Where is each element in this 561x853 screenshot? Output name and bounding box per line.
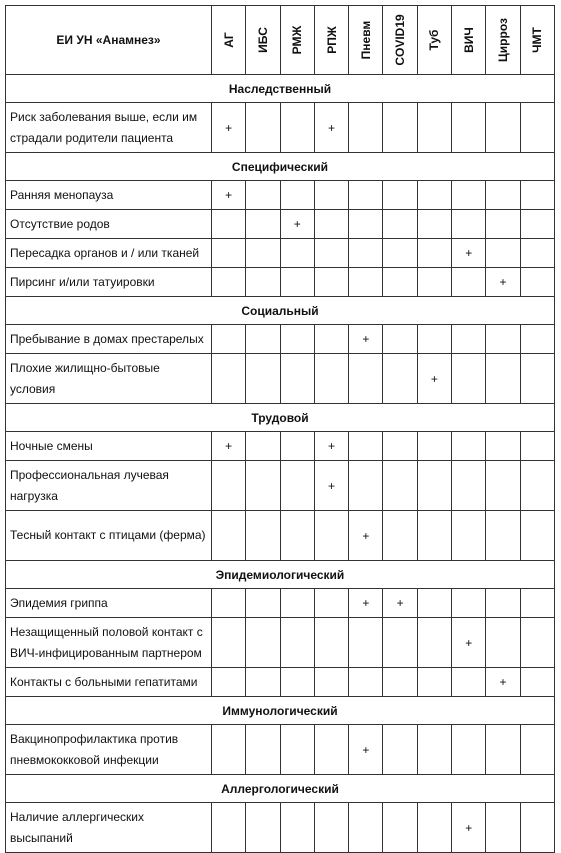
mark-cell xyxy=(246,210,280,239)
disease-header: COVID19 xyxy=(383,6,417,75)
mark-cell: + xyxy=(486,668,520,697)
mark-cell xyxy=(383,268,417,297)
header-row xyxy=(6,6,555,75)
mark-cell: + xyxy=(212,432,246,461)
mark-cell: + xyxy=(212,181,246,210)
mark-cell xyxy=(280,668,314,697)
mark-cell: + xyxy=(417,354,451,404)
section-title: Иммунологический xyxy=(6,697,555,725)
mark-cell xyxy=(417,618,451,668)
mark-cell xyxy=(349,668,383,697)
mark-cell xyxy=(246,461,280,511)
section-row xyxy=(6,404,555,432)
mark-cell xyxy=(314,325,348,354)
mark-cell xyxy=(246,618,280,668)
risk-factor-label: Ранняя менопауза xyxy=(6,181,212,210)
mark-cell xyxy=(246,325,280,354)
mark-cell xyxy=(417,511,451,561)
mark-cell xyxy=(383,325,417,354)
mark-cell xyxy=(212,511,246,561)
mark-cell xyxy=(349,239,383,268)
risk-factor-label: Пересадка органов и / или тканей xyxy=(6,239,212,268)
mark-cell xyxy=(280,618,314,668)
table-body xyxy=(6,75,555,853)
section-title: Эпидемиологический xyxy=(6,561,555,589)
section-row xyxy=(6,153,555,181)
mark-cell xyxy=(314,268,348,297)
mark-cell xyxy=(246,432,280,461)
mark-cell xyxy=(452,432,486,461)
mark-cell xyxy=(452,354,486,404)
mark-cell: + xyxy=(314,432,348,461)
mark-cell xyxy=(383,103,417,153)
mark-cell xyxy=(520,103,554,153)
mark-cell xyxy=(246,354,280,404)
mark-cell xyxy=(246,181,280,210)
risk-factor-label: Плохие жилищно-бытовые условия xyxy=(6,354,212,404)
risk-factor-label: Пребывание в домах престарелых xyxy=(6,325,212,354)
disease-header: Цирроз xyxy=(486,6,520,75)
mark-cell xyxy=(417,103,451,153)
mark-cell xyxy=(520,210,554,239)
mark-cell xyxy=(486,354,520,404)
risk-factor-label: Вакцинопрофилактика против пневмококковой инфекции xyxy=(6,725,212,775)
disease-header: ИБС xyxy=(246,6,280,75)
mark-cell xyxy=(280,325,314,354)
risk-factor-label: Эпидемия гриппа xyxy=(6,589,212,618)
table-row xyxy=(6,181,555,210)
section-row xyxy=(6,561,555,589)
mark-cell xyxy=(314,511,348,561)
mark-cell xyxy=(212,354,246,404)
mark-cell xyxy=(383,210,417,239)
mark-cell xyxy=(520,803,554,853)
mark-cell xyxy=(212,461,246,511)
mark-cell xyxy=(486,239,520,268)
mark-cell xyxy=(246,268,280,297)
disease-header: ЧМТ xyxy=(520,6,554,75)
mark-cell xyxy=(349,803,383,853)
section-title: Трудовой xyxy=(6,404,555,432)
mark-cell xyxy=(349,181,383,210)
mark-cell xyxy=(417,210,451,239)
mark-cell xyxy=(486,210,520,239)
table-row xyxy=(6,511,555,561)
mark-cell xyxy=(280,181,314,210)
mark-cell xyxy=(520,432,554,461)
mark-cell xyxy=(246,589,280,618)
mark-cell xyxy=(486,511,520,561)
table-row xyxy=(6,803,555,853)
mark-cell xyxy=(486,618,520,668)
mark-cell xyxy=(349,432,383,461)
table-row xyxy=(6,210,555,239)
mark-cell xyxy=(246,239,280,268)
table-row xyxy=(6,103,555,153)
section-row xyxy=(6,775,555,803)
mark-cell xyxy=(212,268,246,297)
mark-cell xyxy=(520,589,554,618)
mark-cell xyxy=(383,725,417,775)
mark-cell xyxy=(486,589,520,618)
risk-factor-label: Ночные смены xyxy=(6,432,212,461)
table-row xyxy=(6,268,555,297)
mark-cell xyxy=(349,210,383,239)
table-row xyxy=(6,589,555,618)
risk-factor-label: Пирсинг и/или татуировки xyxy=(6,268,212,297)
mark-cell xyxy=(280,461,314,511)
section-row xyxy=(6,697,555,725)
mark-cell xyxy=(520,511,554,561)
table-row xyxy=(6,354,555,404)
mark-cell xyxy=(452,325,486,354)
mark-cell: + xyxy=(349,511,383,561)
mark-cell: + xyxy=(383,589,417,618)
mark-cell xyxy=(417,803,451,853)
mark-cell xyxy=(314,618,348,668)
mark-cell xyxy=(280,589,314,618)
mark-cell xyxy=(314,725,348,775)
mark-cell xyxy=(383,803,417,853)
mark-cell xyxy=(520,618,554,668)
mark-cell xyxy=(212,239,246,268)
mark-cell xyxy=(452,268,486,297)
mark-cell xyxy=(246,725,280,775)
risk-factor-label: Наличие аллергических высыпаний xyxy=(6,803,212,853)
mark-cell xyxy=(383,461,417,511)
anamnesis-table xyxy=(5,5,555,853)
mark-cell xyxy=(520,461,554,511)
mark-cell xyxy=(212,803,246,853)
mark-cell xyxy=(520,268,554,297)
mark-cell xyxy=(314,803,348,853)
mark-cell xyxy=(486,432,520,461)
mark-cell xyxy=(417,725,451,775)
mark-cell xyxy=(520,354,554,404)
mark-cell xyxy=(349,354,383,404)
mark-cell xyxy=(383,668,417,697)
mark-cell xyxy=(383,618,417,668)
mark-cell xyxy=(417,239,451,268)
mark-cell xyxy=(452,668,486,697)
table-row xyxy=(6,325,555,354)
mark-cell xyxy=(520,325,554,354)
mark-cell xyxy=(280,354,314,404)
mark-cell xyxy=(452,461,486,511)
mark-cell xyxy=(452,103,486,153)
mark-cell xyxy=(417,589,451,618)
mark-cell xyxy=(212,589,246,618)
mark-cell xyxy=(280,725,314,775)
mark-cell: + xyxy=(349,589,383,618)
mark-cell xyxy=(383,181,417,210)
mark-cell xyxy=(417,461,451,511)
mark-cell xyxy=(520,668,554,697)
mark-cell xyxy=(280,511,314,561)
table-row xyxy=(6,725,555,775)
section-title: Наследственный xyxy=(6,75,555,103)
mark-cell xyxy=(486,725,520,775)
mark-cell xyxy=(417,268,451,297)
risk-factor-label: Тесный контакт с птицами (ферма) xyxy=(6,511,212,561)
table-row xyxy=(6,239,555,268)
mark-cell: + xyxy=(314,103,348,153)
mark-cell xyxy=(314,210,348,239)
mark-cell: + xyxy=(486,268,520,297)
mark-cell xyxy=(383,239,417,268)
table-row xyxy=(6,432,555,461)
risk-factor-label: Риск заболевания выше, если им страдали родители пациента xyxy=(6,103,212,153)
mark-cell xyxy=(486,103,520,153)
table-title: ЕИ УН «Анамнез» xyxy=(6,6,212,75)
mark-cell xyxy=(212,725,246,775)
mark-cell xyxy=(280,803,314,853)
risk-factor-label: Отсутствие родов xyxy=(6,210,212,239)
mark-cell xyxy=(349,618,383,668)
mark-cell xyxy=(417,325,451,354)
mark-cell xyxy=(383,354,417,404)
mark-cell xyxy=(212,618,246,668)
mark-cell xyxy=(417,668,451,697)
risk-factor-label: Незащищенный половой контакт с ВИЧ-инфицированным партнером xyxy=(6,618,212,668)
mark-cell xyxy=(280,268,314,297)
mark-cell xyxy=(246,511,280,561)
mark-cell xyxy=(383,511,417,561)
mark-cell: + xyxy=(212,103,246,153)
mark-cell xyxy=(212,325,246,354)
mark-cell: + xyxy=(452,618,486,668)
section-title: Социальный xyxy=(6,297,555,325)
mark-cell xyxy=(452,589,486,618)
mark-cell xyxy=(486,803,520,853)
mark-cell xyxy=(486,181,520,210)
mark-cell: + xyxy=(452,803,486,853)
section-row xyxy=(6,75,555,103)
mark-cell xyxy=(314,239,348,268)
mark-cell: + xyxy=(349,725,383,775)
mark-cell xyxy=(417,432,451,461)
mark-cell xyxy=(349,268,383,297)
section-title: Аллергологический xyxy=(6,775,555,803)
mark-cell xyxy=(452,210,486,239)
mark-cell xyxy=(520,725,554,775)
mark-cell: + xyxy=(280,210,314,239)
table-row xyxy=(6,461,555,511)
mark-cell xyxy=(212,210,246,239)
table-row xyxy=(6,618,555,668)
disease-header: РМЖ xyxy=(280,6,314,75)
mark-cell xyxy=(280,432,314,461)
mark-cell xyxy=(246,103,280,153)
mark-cell xyxy=(520,181,554,210)
mark-cell xyxy=(349,461,383,511)
disease-header: РПЖ xyxy=(314,6,348,75)
mark-cell xyxy=(520,239,554,268)
risk-factor-label: Контакты с больными гепатитами xyxy=(6,668,212,697)
section-row xyxy=(6,297,555,325)
mark-cell xyxy=(349,103,383,153)
section-title: Специфический xyxy=(6,153,555,181)
risk-factor-label: Профессиональная лучевая нагрузка xyxy=(6,461,212,511)
mark-cell: + xyxy=(314,461,348,511)
mark-cell xyxy=(280,103,314,153)
disease-header: АГ xyxy=(212,6,246,75)
disease-header: ВИЧ xyxy=(452,6,486,75)
disease-header: Туб xyxy=(417,6,451,75)
mark-cell xyxy=(452,725,486,775)
mark-cell xyxy=(246,803,280,853)
mark-cell xyxy=(314,589,348,618)
mark-cell xyxy=(452,511,486,561)
mark-cell xyxy=(246,668,280,697)
disease-header: Пневм xyxy=(349,6,383,75)
mark-cell xyxy=(314,668,348,697)
mark-cell xyxy=(486,461,520,511)
mark-cell: + xyxy=(452,239,486,268)
mark-cell xyxy=(314,354,348,404)
mark-cell xyxy=(383,432,417,461)
mark-cell: + xyxy=(349,325,383,354)
mark-cell xyxy=(212,668,246,697)
table-row xyxy=(6,668,555,697)
mark-cell xyxy=(280,239,314,268)
mark-cell xyxy=(452,181,486,210)
mark-cell xyxy=(314,181,348,210)
mark-cell xyxy=(486,325,520,354)
mark-cell xyxy=(417,181,451,210)
